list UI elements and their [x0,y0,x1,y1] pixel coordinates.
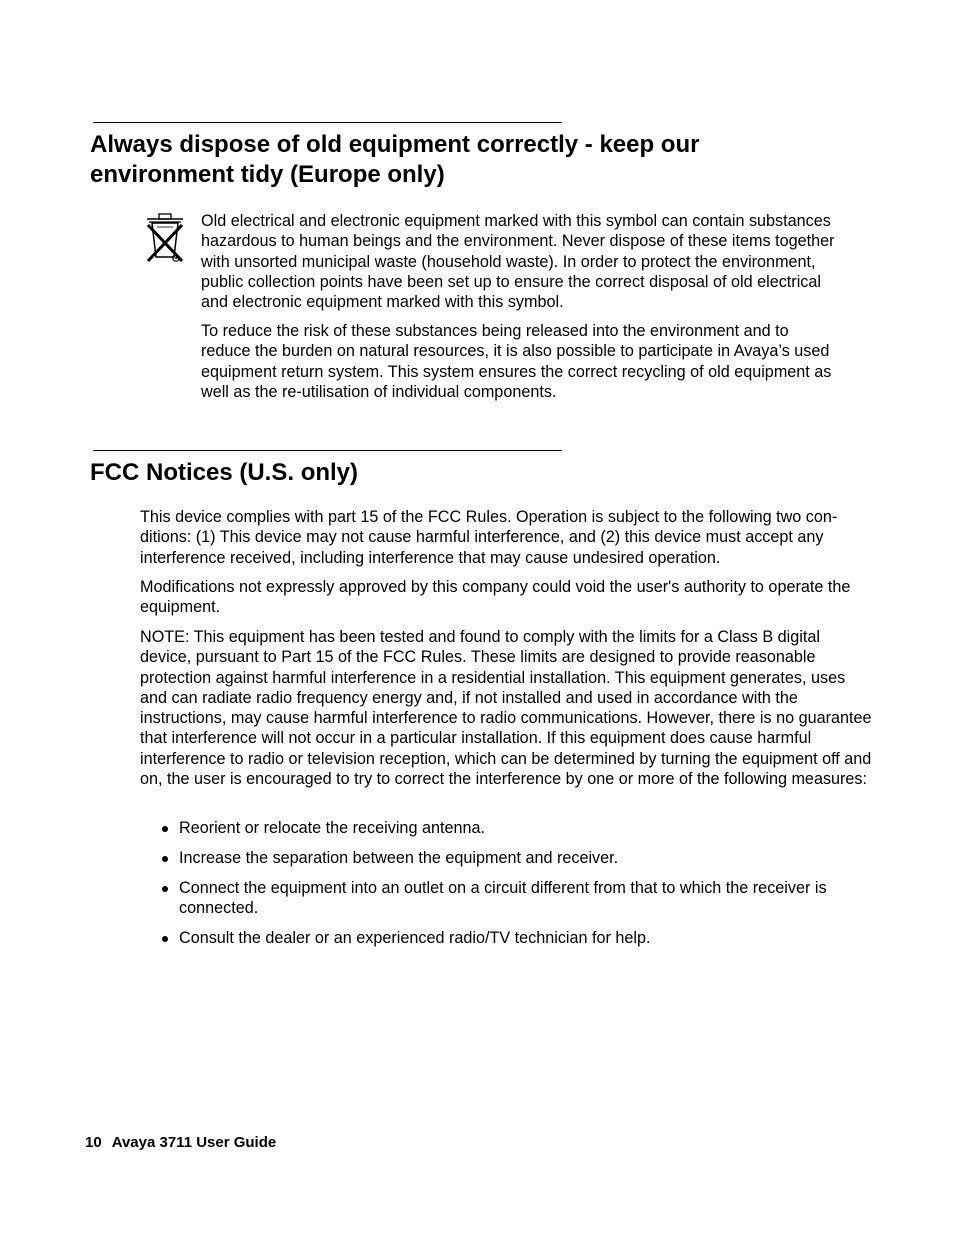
bullet-icon [162,826,168,832]
list-item [140,848,870,868]
section-heading-disposal: Always dispose of old equipment correctly - keep our environment tidy (Europe only) [90,131,700,188]
page-footer [85,1133,276,1153]
list-item [140,818,870,838]
fcc-measures-list [140,818,870,957]
crossed-out-wheeled-bin-icon [143,211,187,265]
fcc-paragraph-3: NOTE: This equipment has been tested and found to comply with the limits for a Class B digital device, pursuant to Part 15 of the FCC Rules. These limits are designed to provide reasonable protection against harmful interference in a residential installation. This equipment generates, uses and can radiate radio frequency energy and, if not installed and used in accordance with the instructions, may cause harmful interference to radio communications. However, there is no guarantee that interference will not occur in a particular installation. If this equipment does cause harmful interference to radio or television reception, which can be determined by turning the equipment off and on, the user is encouraged to try to correct the interference by one or more of the following measures: [140,628,872,789]
section-divider-1 [93,122,562,123]
list-item [140,928,870,948]
list-item-text: Consult the dealer or an experienced radio/TV technician for help. [179,928,651,947]
bullet-icon [162,886,168,892]
fcc-paragraph-2: Modifications not expressly approved by this company could void the user's authority to operate the equipment. [140,578,851,617]
document-title: Avaya 3711 User Guide [111,1134,277,1151]
disposal-paragraph-2: To reduce the risk of these substances being released into the environment and to reduce the burden on natural resources, it is also possible to participate in Avaya’s used equipment return system. This system ensures the correct recycling of old equipment as well as the re-utilisation of individual components. [201,322,832,401]
bullet-icon [162,856,168,862]
disposal-paragraph-1: Old electrical and electronic equipment marked with this symbol can contain substances hazardous to human beings and the environment. Never dispose of these items together with unsorted municipal waste (household waste). In order to protect the environment, public collection points have been set up to ensure the correct disposal of old electrical and electronic equipment marked with this symbol. [201,212,835,312]
fcc-paragraph-1: This device complies with part 15 of the FCC Rules. Operation is subject to the following two conditions: (1) This device may not cause harmful interference, and (2) this device must accept any interference received, including interference that may cause undesired operation. [140,508,838,567]
list-item-text: Connect the equipment into an outlet on a circuit different from that to which the receiver is connected. [179,878,827,917]
bullet-icon [162,936,168,942]
page-number: 10 [85,1134,102,1151]
section-heading-fcc: FCC Notices (U.S. only) [90,459,359,486]
section-divider-2 [93,450,562,451]
list-item-text: Reorient or relocate the receiving antenna. [179,819,485,837]
list-item [140,878,870,919]
list-item-text: Increase the separation between the equipment and receiver. [179,848,619,867]
